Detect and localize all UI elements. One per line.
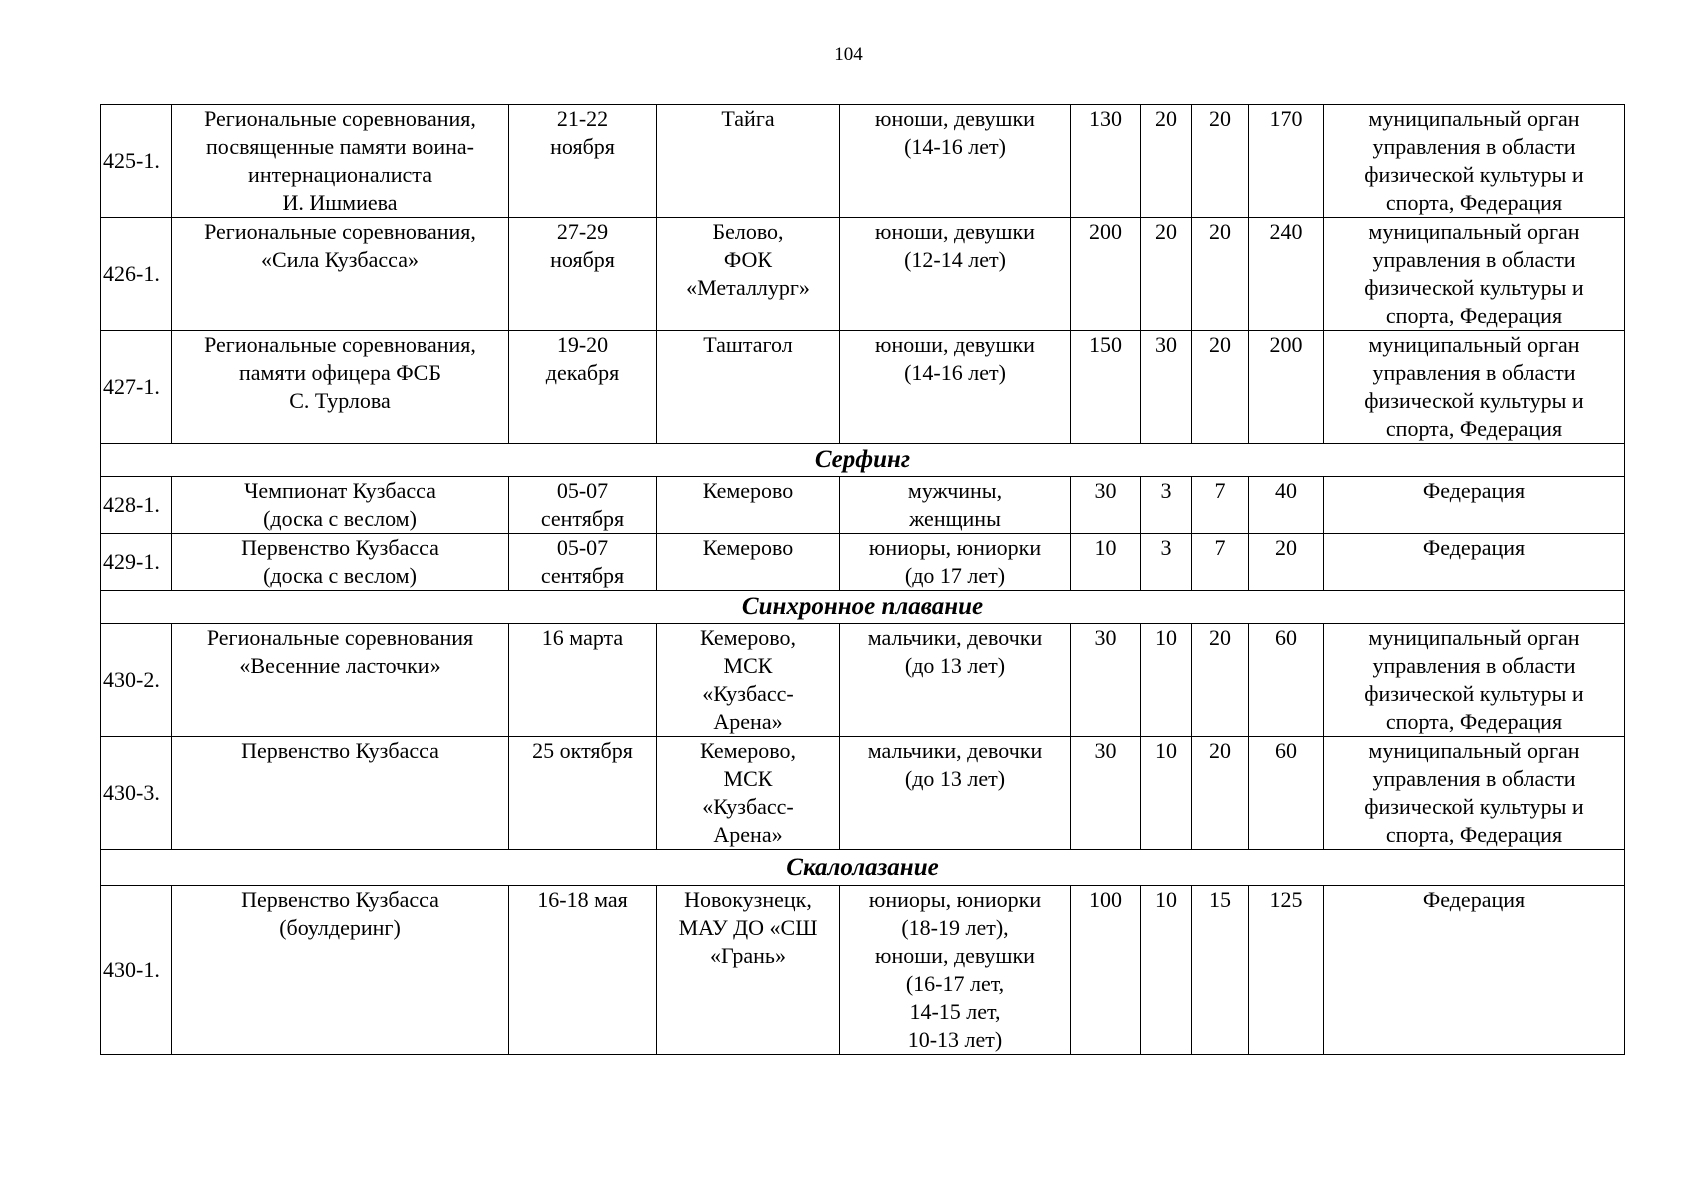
section-heading: Серфинг [101, 444, 1625, 477]
event-place: Кемерово, МСК «Кузбасс- Арена» [657, 737, 840, 850]
total-cell: 40 [1249, 477, 1324, 534]
event-dates: 25 октября [509, 737, 657, 850]
count-cell: 10 [1071, 534, 1141, 591]
row-number: 430-1. [101, 886, 172, 1055]
event-participants: мальчики, девочки (до 13 лет) [840, 737, 1071, 850]
table-row [101, 886, 1625, 1055]
event-name: Первенство Кузбасса (доска с веслом) [172, 534, 509, 591]
event-place: Белово, ФОК «Металлург» [657, 218, 840, 331]
total-cell: 60 [1249, 624, 1324, 737]
count-cell: 130 [1071, 105, 1141, 218]
table-row [101, 331, 1625, 444]
row-number: 428-1. [101, 477, 172, 534]
count-cell: 3 [1141, 477, 1192, 534]
total-cell: 200 [1249, 331, 1324, 444]
event-place: Кемерово [657, 477, 840, 534]
section-heading-row [101, 591, 1625, 624]
count-cell: 20 [1192, 218, 1249, 331]
count-cell: 10 [1141, 624, 1192, 737]
event-name: Первенство Кузбасса [172, 737, 509, 850]
total-cell: 240 [1249, 218, 1324, 331]
event-place: Тайга [657, 105, 840, 218]
count-cell: 20 [1192, 624, 1249, 737]
event-place: Кемерово, МСК «Кузбасс- Арена» [657, 624, 840, 737]
count-cell: 10 [1141, 886, 1192, 1055]
count-cell: 20 [1141, 218, 1192, 331]
event-place: Новокузнецк, МАУ ДО «СШ «Грань» [657, 886, 840, 1055]
section-heading: Синхронное плавание [101, 591, 1625, 624]
event-place: Кемерово [657, 534, 840, 591]
count-cell: 7 [1192, 477, 1249, 534]
event-organizer: муниципальный орган управления в области физической культуры и спорта, Федерация [1324, 737, 1625, 850]
event-name: Региональные соревнования, «Сила Кузбасса» [172, 218, 509, 331]
event-organizer: муниципальный орган управления в области физической культуры и спорта, Федерация [1324, 331, 1625, 444]
count-cell: 30 [1071, 624, 1141, 737]
row-number: 425-1. [101, 105, 172, 218]
event-participants: мальчики, девочки (до 13 лет) [840, 624, 1071, 737]
event-name: Региональные соревнования «Весенние ласточки» [172, 624, 509, 737]
event-dates: 27-29 ноября [509, 218, 657, 331]
total-cell: 20 [1249, 534, 1324, 591]
table-row [101, 477, 1625, 534]
event-participants: юниоры, юниорки (до 17 лет) [840, 534, 1071, 591]
row-number: 426-1. [101, 218, 172, 331]
total-cell: 60 [1249, 737, 1324, 850]
count-cell: 20 [1192, 737, 1249, 850]
count-cell: 150 [1071, 331, 1141, 444]
count-cell: 30 [1141, 331, 1192, 444]
table-row [101, 105, 1625, 218]
event-dates: 19-20 декабря [509, 331, 657, 444]
count-cell: 20 [1141, 105, 1192, 218]
table-row [101, 534, 1625, 591]
count-cell: 100 [1071, 886, 1141, 1055]
event-name: Чемпионат Кузбасса (доска с веслом) [172, 477, 509, 534]
section-heading-row [101, 850, 1625, 886]
event-dates: 05-07 сентября [509, 534, 657, 591]
count-cell: 30 [1071, 737, 1141, 850]
count-cell: 20 [1192, 105, 1249, 218]
event-dates: 16 марта [509, 624, 657, 737]
table-row [101, 218, 1625, 331]
count-cell: 20 [1192, 331, 1249, 444]
event-organizer: муниципальный орган управления в области физической культуры и спорта, Федерация [1324, 105, 1625, 218]
event-dates: 21-22 ноября [509, 105, 657, 218]
count-cell: 7 [1192, 534, 1249, 591]
event-name: Региональные соревнования, посвященные памяти воина- интернационалиста И. Ишмиева [172, 105, 509, 218]
count-cell: 3 [1141, 534, 1192, 591]
section-heading: Скалолазание [101, 850, 1625, 886]
event-dates: 05-07 сентября [509, 477, 657, 534]
event-organizer: Федерация [1324, 886, 1625, 1055]
event-organizer: Федерация [1324, 477, 1625, 534]
total-cell: 170 [1249, 105, 1324, 218]
event-organizer: Федерация [1324, 534, 1625, 591]
table-row [101, 737, 1625, 850]
event-name: Первенство Кузбасса (боулдеринг) [172, 886, 509, 1055]
count-cell: 10 [1141, 737, 1192, 850]
events-table [100, 104, 1625, 1055]
row-number: 427-1. [101, 331, 172, 444]
section-heading-row [101, 444, 1625, 477]
event-participants: юноши, девушки (14-16 лет) [840, 105, 1071, 218]
event-name: Региональные соревнования, памяти офицера ФСБ С. Турлова [172, 331, 509, 444]
event-place: Таштагол [657, 331, 840, 444]
event-participants: юноши, девушки (12-14 лет) [840, 218, 1071, 331]
count-cell: 200 [1071, 218, 1141, 331]
row-number: 430-3. [101, 737, 172, 850]
table-row [101, 624, 1625, 737]
count-cell: 15 [1192, 886, 1249, 1055]
event-participants: мужчины, женщины [840, 477, 1071, 534]
row-number: 429-1. [101, 534, 172, 591]
event-participants: юноши, девушки (14-16 лет) [840, 331, 1071, 444]
event-organizer: муниципальный орган управления в области физической культуры и спорта, Федерация [1324, 624, 1625, 737]
event-dates: 16-18 мая [509, 886, 657, 1055]
row-number: 430-2. [101, 624, 172, 737]
count-cell: 30 [1071, 477, 1141, 534]
event-participants: юниоры, юниорки (18-19 лет), юноши, девушки (16-17 лет, 14-15 лет, 10-13 лет) [840, 886, 1071, 1055]
page-number: 104 [834, 44, 863, 65]
total-cell: 125 [1249, 886, 1324, 1055]
event-organizer: муниципальный орган управления в области физической культуры и спорта, Федерация [1324, 218, 1625, 331]
